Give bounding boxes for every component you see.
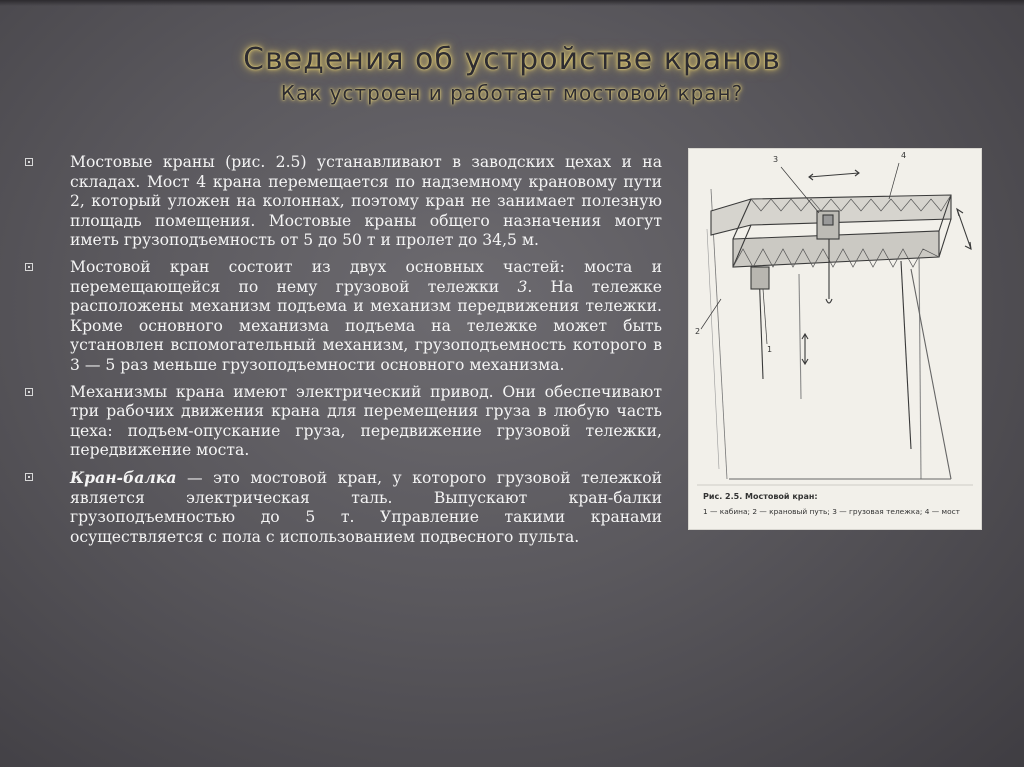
- square-bullet-icon: [25, 263, 33, 271]
- square-bullet-icon: [25, 388, 33, 396]
- bullet-item-1: [22, 153, 662, 251]
- bullet-item-3: [22, 383, 662, 461]
- figure-caption-title: Рис. 2.5. Мостовой кран:: [703, 492, 818, 501]
- slide-title: Сведения об устройстве кранов: [243, 42, 781, 77]
- crane-figure: [689, 149, 981, 529]
- callout-3: 3: [773, 155, 779, 164]
- bullet-text-3: Механизмы крана имеют электрический привод. Они обеспечивают три рабочих движения крана для перемещения груза в любую часть цеха: подъем-опускание груза, передвижение грузовой тележки, передвижение моста.: [70, 382, 662, 460]
- square-bullet-icon: [25, 473, 33, 481]
- top-shadow-band: [0, 0, 1024, 6]
- bullet-text-1: Мостовые краны (рис. 2.5) устанавливают в заводских цехах и на складах. Мост 4 крана перемещается по надземному крановому пути 2, который уложен на колоннах, поэтому кран не занимает полезную площадь помещения. Мостовые краны общего назначения могут иметь грузоподъемность от 5 до 50 т и пролет до 34,5 м.: [70, 153, 662, 250]
- bullet-item-2: [22, 258, 662, 376]
- bullet-term-4: Кран-балка: [70, 467, 177, 487]
- bullet-item-4: [22, 468, 662, 547]
- bullet-text-2-post: . На тележке расположены механизм подъема и механизм передвижения тележки. Кроме основного механизма подъема на тележке может быть установлен вспомогательный механизм, грузоподъемность которого в 3 — 5 раз меньше грузоподъемности основного механизма.: [70, 277, 663, 374]
- title-block: [0, 42, 1024, 105]
- bullet-list: [22, 153, 662, 554]
- slide-subtitle: Как устроен и работает мостовой кран?: [280, 81, 744, 105]
- bullet-text-4: — это мостовой кран, у которого грузовой тележкой является электрическая таль. Выпускают кран-балки грузоподъемностью до 5 т. Управление такими кранами осуществляется с пола с использованием подвесного пульта.: [70, 468, 662, 546]
- bullet-text-2-num: 3: [517, 277, 528, 296]
- callout-1: 1: [767, 345, 773, 354]
- figure-caption-legend: 1 — кабина; 2 — крановый путь; 3 — грузовая тележка; 4 — мост: [703, 507, 960, 516]
- square-bullet-icon: [25, 158, 33, 166]
- bullet-text-2-pre: Мостовой кран состоит из двух основных частей: моста и перемещающейся по нему грузовой тележки: [70, 257, 662, 296]
- crane-drawing: [689, 149, 981, 529]
- callout-4: 4: [901, 151, 907, 160]
- callout-2: 2: [695, 327, 701, 336]
